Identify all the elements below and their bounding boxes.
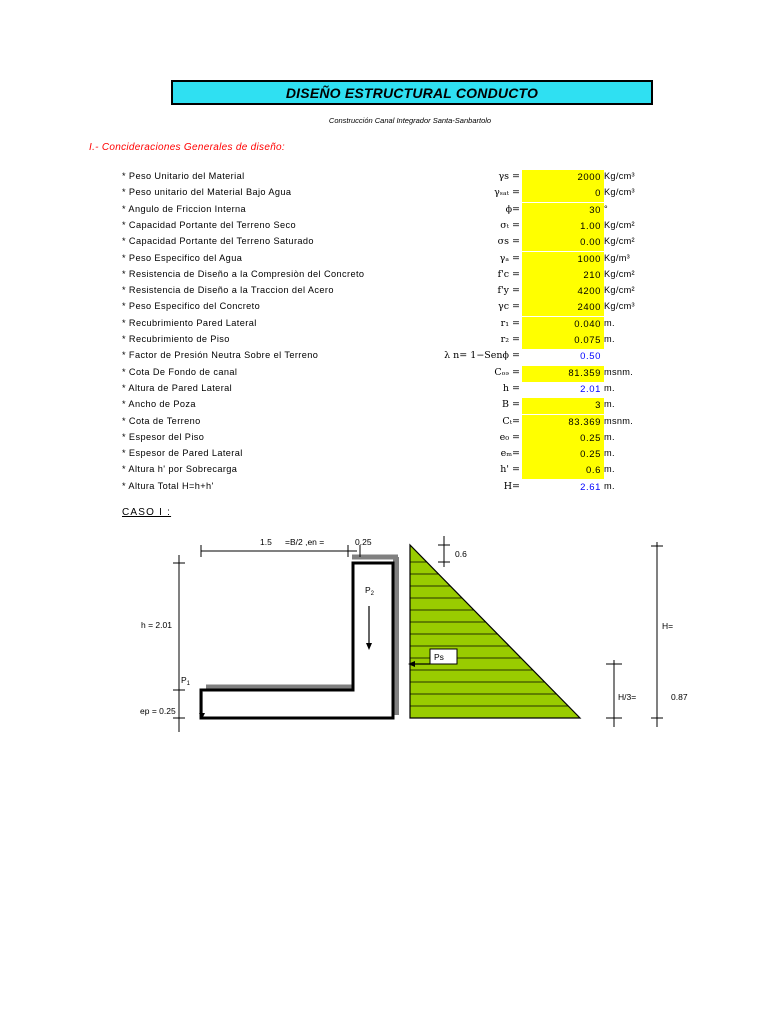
param-description: * Altura de Pared Lateral	[122, 382, 233, 393]
earth-pressure-wedge	[410, 545, 580, 718]
param-symbol: e₀ =	[499, 431, 520, 443]
param-symbol: σₜ =	[500, 219, 520, 231]
param-description: * Peso Especifico del Agua	[122, 252, 243, 263]
param-description: * Altura h' por Sobrecarga	[122, 464, 238, 475]
param-symbol: Cₒₔ =	[494, 366, 520, 378]
param-description: * Resistencia de Diseño a la Compresiòn del Concreto	[122, 268, 365, 279]
param-input-cell[interactable]: 2400	[522, 300, 604, 316]
param-unit: Kg/cm²	[604, 219, 635, 230]
param-unit: Kg/cm³	[604, 187, 635, 198]
surcharge-label: 0.6	[455, 549, 467, 559]
param-unit: Kg/cm³	[604, 301, 635, 312]
param-unit: m.	[604, 334, 615, 344]
param-description: * Capacidad Portante del Terreno Saturado	[122, 236, 314, 247]
param-unit: m.	[604, 448, 615, 459]
param-description: * Altura Total H=h+h'	[122, 480, 214, 491]
param-input-cell[interactable]: 83.369	[522, 415, 604, 431]
param-unit: Kg/cm²	[604, 268, 635, 279]
param-unit: °	[604, 203, 608, 214]
param-input-cell[interactable]: 3	[522, 398, 604, 414]
param-unit: Kg/cm²	[604, 236, 635, 247]
section-heading: I.- Concideraciones Generales de diseño:	[89, 142, 285, 153]
param-input-cell[interactable]: 0.6	[522, 463, 604, 479]
param-symbol: γs =	[498, 171, 520, 182]
param-input-cell[interactable]: 30	[522, 203, 604, 219]
param-description: * Peso Especifico del Concreto	[122, 301, 261, 312]
param-symbol: eₘ=	[500, 448, 520, 460]
param-input-cell[interactable]: 0.00	[522, 235, 604, 251]
param-description: * Peso Unitario del Material	[122, 171, 245, 181]
ps-label: Ps	[434, 652, 444, 662]
param-description: * Capacidad Portante del Terreno Seco	[122, 219, 296, 230]
param-description: * Resistencia de Diseño a la Traccion del Acero	[122, 285, 334, 296]
param-unit: Kg/cm²	[604, 285, 635, 296]
param-symbol: B =	[502, 399, 520, 411]
param-computed-cell: 2.61	[580, 481, 601, 493]
param-unit: Kg/cm³	[604, 171, 635, 181]
param-description: * Cota De Fondo de canal	[122, 366, 238, 377]
param-symbol: γₐ =	[499, 252, 520, 264]
param-input-cell[interactable]: 0.075	[522, 333, 604, 349]
H3-value: 0.87	[671, 692, 688, 702]
param-computed-cell: 2.01	[580, 383, 601, 395]
param-description: * Espesor de Pared Lateral	[122, 448, 243, 459]
param-input-cell[interactable]: 210	[522, 268, 604, 284]
param-symbol: r₂ =	[500, 334, 520, 345]
param-input-cell[interactable]: 1000	[522, 252, 604, 268]
param-unit: Kg/m³	[604, 252, 631, 263]
param-symbol: σs =	[497, 236, 520, 248]
H3-label: H/3=	[618, 692, 637, 702]
param-description: * Ancho de Poza	[122, 399, 196, 410]
param-input-cell[interactable]: 2000	[522, 170, 604, 186]
param-unit: m.	[604, 382, 615, 393]
param-symbol: f'c =	[497, 268, 520, 280]
param-unit: msnm.	[604, 366, 634, 377]
param-description: * Cota de Terreno	[122, 415, 201, 426]
param-unit: m.	[604, 399, 615, 410]
param-input-cell[interactable]: 0	[522, 186, 604, 202]
param-symbol: h =	[502, 382, 520, 394]
page-title-text: DISEÑO ESTRUCTURAL CONDUCTO	[285, 84, 539, 101]
h-dimension-label: h = 2.01	[141, 620, 172, 630]
param-input-cell[interactable]: 0.040	[522, 317, 604, 333]
param-description: * Factor de Presión Neutra Sobre el Terreno	[122, 350, 319, 361]
param-unit: m.	[604, 480, 615, 491]
param-unit: m.	[604, 317, 615, 328]
param-symbol: r₁ =	[500, 317, 520, 329]
top-dim-left-label: 1.5	[260, 537, 272, 547]
param-symbol: λ n= 1−Senϕ =	[444, 350, 520, 362]
project-subtitle: Construcción Canal Integrador Santa-Sanbartolo	[328, 116, 492, 125]
H-label: H=	[662, 621, 674, 631]
param-symbol: γc =	[498, 301, 520, 313]
p2-label: $P_2$	[365, 585, 375, 597]
param-unit: msnm.	[604, 415, 634, 426]
param-symbol: H=	[503, 480, 520, 492]
ep-dimension-label: ep = 0.25	[140, 706, 176, 716]
param-computed-cell: 0.50	[580, 351, 601, 363]
case-title: CASO I :	[122, 507, 172, 518]
param-description: * Angulo de Friccion Interna	[122, 203, 247, 214]
param-description: * Peso unitario del Material Bajo Agua	[122, 187, 292, 198]
param-symbol: f'y =	[497, 285, 520, 297]
param-symbol: ϕ=	[505, 203, 520, 215]
top-dim-right-label: 0.25	[355, 537, 372, 547]
param-input-cell[interactable]: 0.25	[522, 447, 604, 463]
param-input-cell[interactable]: 1.00	[522, 219, 604, 235]
param-symbol: Cₜ=	[502, 415, 520, 427]
param-description: * Recubrimiento Pared Lateral	[122, 317, 257, 328]
param-description: * Recubrimiento de Piso	[122, 334, 230, 344]
top-dim-mid-label: =B/2 ,en =	[285, 537, 325, 547]
param-unit: m.	[604, 464, 615, 475]
param-input-cell[interactable]: 81.359	[522, 366, 604, 382]
param-unit: m.	[604, 431, 615, 442]
p1-label: $P_1$	[181, 675, 191, 687]
param-input-cell[interactable]: 0.25	[522, 431, 604, 447]
param-input-cell[interactable]: 4200	[522, 284, 604, 300]
param-description: * Espesor del Piso	[122, 431, 205, 442]
param-symbol: γₛₐₜ =	[494, 187, 520, 199]
param-symbol: h' =	[500, 464, 520, 476]
